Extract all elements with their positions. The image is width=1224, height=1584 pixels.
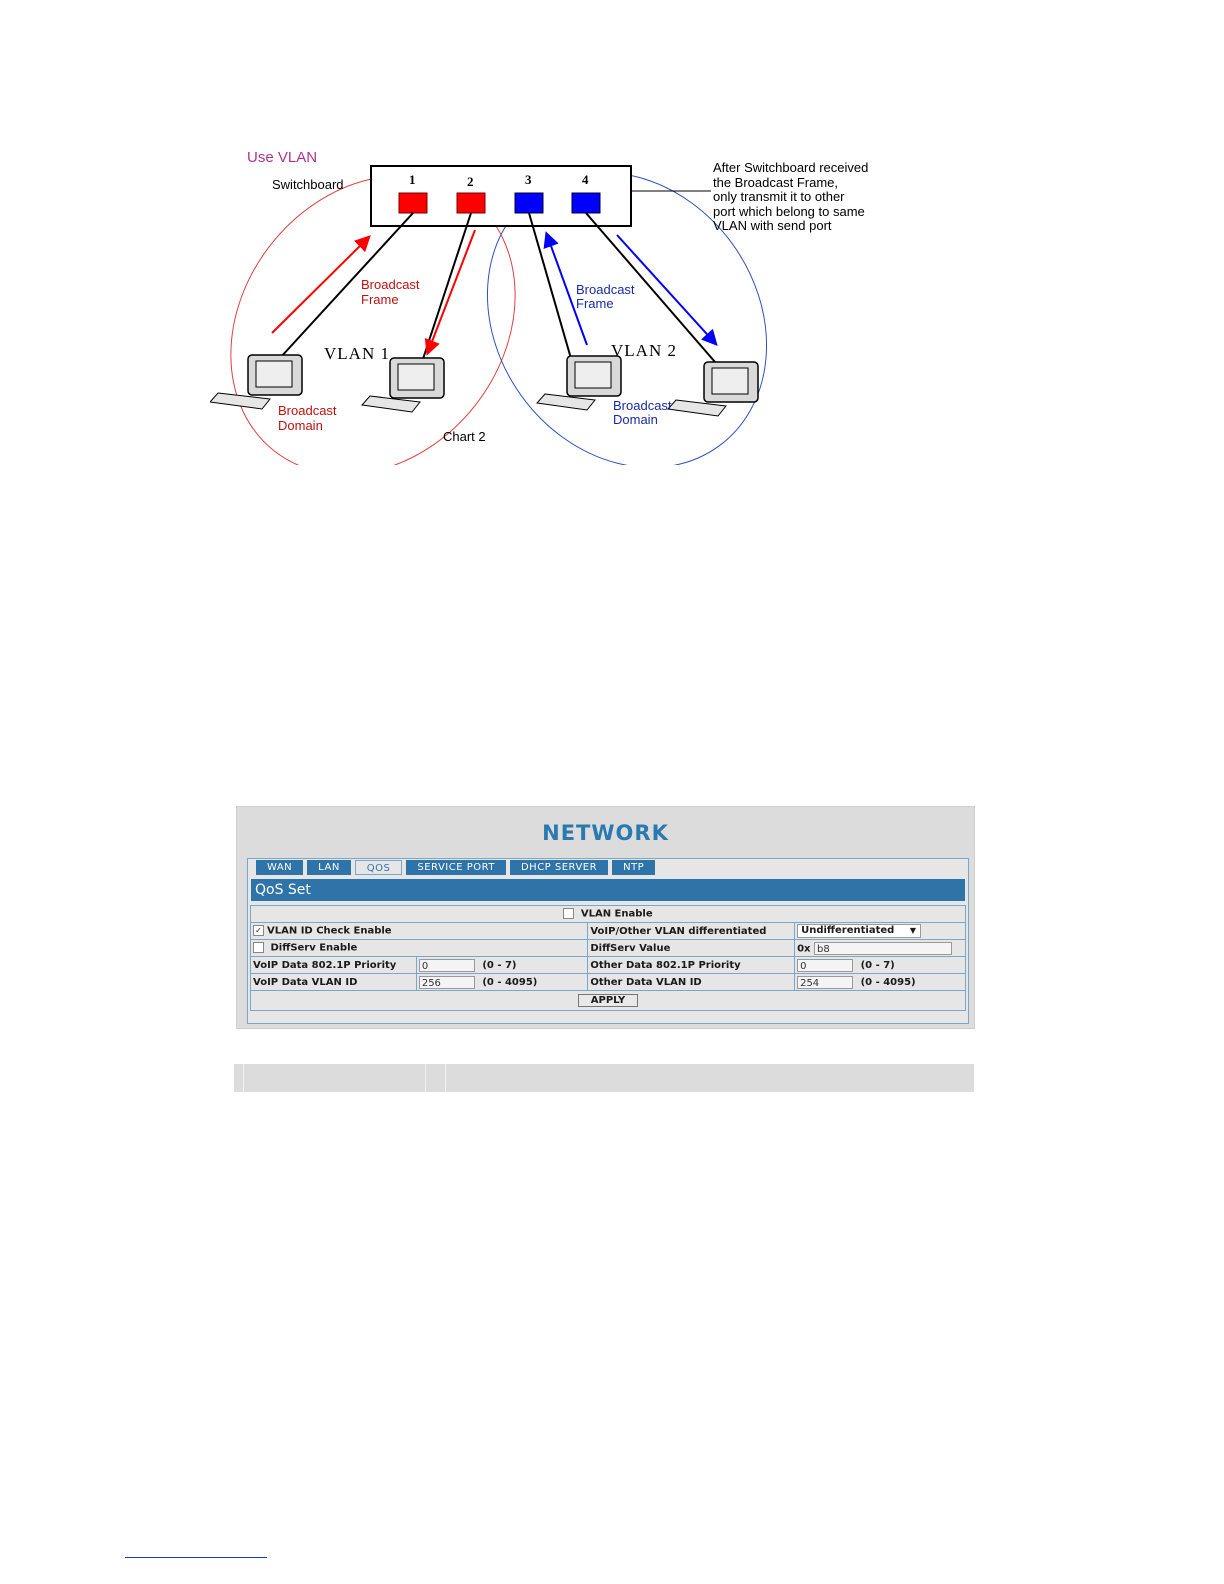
voip-other-cell bbox=[795, 923, 966, 940]
broadcast-frame-label-vlan2: Broadcast bbox=[576, 282, 635, 297]
other-vlan-label: Other Data VLAN ID bbox=[588, 974, 795, 991]
diffserv-value-label: DiffServ Value bbox=[588, 940, 795, 957]
other-vlan-input[interactable]: 254 bbox=[797, 976, 853, 989]
note-text: port which belong to same bbox=[713, 204, 865, 219]
note-text: VLAN with send port bbox=[713, 218, 832, 233]
port-number-2: 2 bbox=[467, 174, 474, 189]
band-cell bbox=[244, 1064, 426, 1092]
priority-range: (0 - 7) bbox=[482, 960, 517, 971]
broadcast-domain-label-vlan2: Broadcast bbox=[613, 398, 672, 413]
other-priority-label: Other Data 802.1P Priority bbox=[588, 957, 795, 974]
network-title: NETWORK bbox=[542, 821, 669, 845]
table-header-band bbox=[234, 1064, 974, 1092]
vlan-enable-row bbox=[251, 906, 966, 923]
other-priority-input[interactable]: 0 bbox=[797, 959, 853, 972]
band-cell bbox=[446, 1064, 974, 1092]
note-text: After Switchboard received bbox=[713, 160, 869, 175]
computer-icon bbox=[668, 362, 758, 416]
diffserv-value-cell bbox=[795, 940, 966, 957]
vlan-range: (0 - 4095) bbox=[482, 977, 538, 988]
vlan-id-check-cell bbox=[251, 923, 588, 940]
port-number-1: 1 bbox=[409, 172, 416, 187]
tab-wan[interactable]: WAN bbox=[256, 860, 303, 875]
diffserv-value-input[interactable]: b8 bbox=[814, 942, 952, 955]
voip-priority-label: VoIP Data 802.1P Priority bbox=[251, 957, 417, 974]
tab-lan[interactable]: LAN bbox=[307, 860, 351, 875]
port-1 bbox=[399, 193, 427, 213]
computer-icon bbox=[537, 356, 621, 410]
broadcast-frame-label-vlan1: Frame bbox=[361, 292, 399, 307]
tab-qos[interactable]: QOS bbox=[355, 860, 403, 875]
vlan1-arrow-down bbox=[428, 230, 475, 352]
diagram-caption: Chart 2 bbox=[443, 429, 486, 444]
tab-ntp[interactable]: NTP bbox=[612, 860, 655, 875]
broadcast-domain-label-vlan1: Broadcast bbox=[278, 403, 337, 418]
voip-priority-input[interactable]: 0 bbox=[419, 959, 475, 972]
tab-bar bbox=[256, 860, 655, 875]
other-vlan-cell bbox=[795, 974, 966, 991]
note-text: only transmit it to other bbox=[713, 189, 845, 204]
diffserv-enable-checkbox[interactable] bbox=[253, 942, 264, 953]
vlan1-arrow-up bbox=[272, 238, 368, 333]
port-number-4: 4 bbox=[582, 172, 589, 187]
voip-vlan-input[interactable]: 256 bbox=[419, 976, 475, 989]
voip-priority-cell bbox=[416, 957, 588, 974]
broadcast-domain-label-vlan2: Domain bbox=[613, 412, 658, 427]
apply-button[interactable]: APPLY bbox=[578, 994, 638, 1007]
broadcast-frame-label-vlan2: Frame bbox=[576, 296, 614, 311]
port-number-3: 3 bbox=[525, 172, 532, 187]
broadcast-domain-label-vlan1: Domain bbox=[278, 418, 323, 433]
diffserv-enable-label: DiffServ Enable bbox=[270, 942, 358, 954]
voip-vlan-cell bbox=[416, 974, 588, 991]
network-panel bbox=[236, 806, 975, 1029]
section-header: QoS Set bbox=[251, 879, 965, 901]
vlan2-label: VLAN 2 bbox=[611, 341, 677, 360]
diffserv-prefix: 0x bbox=[797, 943, 811, 954]
vlan-diagram bbox=[210, 140, 900, 465]
switchboard-label: Switchboard bbox=[272, 177, 344, 192]
computer-icon bbox=[362, 358, 444, 412]
chevron-down-icon: ▼ bbox=[909, 926, 917, 935]
port-2 bbox=[457, 193, 485, 213]
band-cell bbox=[234, 1064, 244, 1092]
footnote-separator bbox=[125, 1557, 267, 1558]
tab-service-port[interactable]: SERVICE PORT bbox=[406, 860, 506, 875]
other-priority-cell bbox=[795, 957, 966, 974]
qos-frame bbox=[247, 858, 969, 1024]
voip-other-label: VoIP/Other VLAN differentiated bbox=[588, 923, 795, 940]
port-4 bbox=[572, 193, 600, 213]
vlan-enable-label: VLAN Enable bbox=[580, 908, 653, 920]
tab-dhcp-server[interactable]: DHCP SERVER bbox=[510, 860, 608, 875]
vlan-id-check-label: VLAN ID Check Enable bbox=[267, 925, 392, 937]
vlan-id-check-checkbox[interactable]: ✓ bbox=[253, 925, 264, 936]
port-3 bbox=[515, 193, 543, 213]
priority-range: (0 - 7) bbox=[860, 960, 895, 971]
apply-row bbox=[251, 991, 966, 1011]
vlan1-label: VLAN 1 bbox=[324, 344, 390, 363]
computer-icon bbox=[210, 355, 302, 409]
diffserv-enable-cell bbox=[251, 940, 588, 957]
vlan-enable-checkbox[interactable] bbox=[563, 908, 574, 919]
broadcast-frame-label-vlan1: Broadcast bbox=[361, 277, 420, 292]
band-cell bbox=[426, 1064, 446, 1092]
diagram-title: Use VLAN bbox=[247, 149, 318, 166]
vlan-range: (0 - 4095) bbox=[860, 977, 916, 988]
voip-vlan-label: VoIP Data VLAN ID bbox=[251, 974, 417, 991]
qos-table bbox=[250, 905, 966, 1011]
note-text: the Broadcast Frame, bbox=[713, 175, 838, 190]
vlan-differentiated-select[interactable]: Undifferentiated ▼ bbox=[797, 924, 921, 938]
